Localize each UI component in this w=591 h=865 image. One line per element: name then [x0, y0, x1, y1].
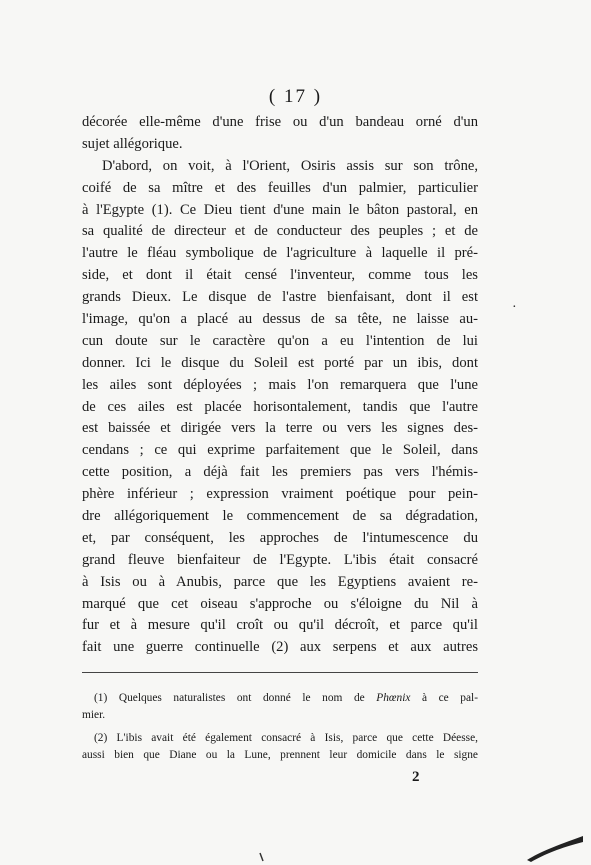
text-line: à l'Egypte (1). Ce Dieu tient d'une main le bâton pastoral, en	[82, 201, 478, 218]
text-line: donner. Ici le disque du Soleil est porté par un ibis, dont	[82, 354, 478, 371]
footnote-2: (2) L'ibis avait été également consacré à Isis, parce que cette Déesse,	[94, 732, 478, 744]
text-line: l'autre le fléau symbolique de l'agriculture à laquelle il pré-	[82, 245, 478, 262]
text-line: cun doute sur le caractère qu'on a eu l'intention de lui	[82, 332, 478, 349]
footnote-1-text-end: à ce pal-	[410, 692, 478, 704]
text-line: cendans ; ce qui exprime parfaitement que le Soleil, dans	[82, 442, 478, 459]
margin-mark: ·	[512, 300, 517, 315]
text-line: grand fleuve bienfaiteur de l'Egypte. L'ibis était consacré	[82, 551, 478, 568]
ink-speck	[258, 852, 266, 862]
text-line: à Isis ou à Anubis, parce que les Egyptiens avaient re-	[82, 573, 478, 590]
text-line: décorée elle-même d'une frise ou d'un bandeau orné d'un	[82, 114, 478, 130]
text-line: grands Dieux. Le disque de l'astre bienfaisant, dont il est	[82, 289, 478, 306]
text-line: de ces ailes est placée horisontalement, tandis que l'autre	[82, 398, 478, 415]
text-line: phère inférieur ; expression vraiment poétique pour pein-	[82, 486, 478, 503]
footnote-2-continuation: aussi bien que Diane ou la Lune, prennent leur domicile dans le signe	[82, 749, 478, 761]
text-line: side, et dont il était censé l'inventeur, comme tous les	[82, 267, 478, 284]
text-line: dre allégoriquement le commencement de sa dégradation,	[82, 508, 478, 525]
footnote-1	[82, 690, 478, 707]
ink-blot	[525, 832, 585, 862]
text-line: D'abord, on voit, à l'Orient, Osiris assis sur son trône,	[102, 157, 478, 174]
text-line: et, par conséquent, les approches de l'intumescence du	[82, 529, 478, 546]
text-line: est baissée et dirigée vers la terre ou vers les signes des-	[82, 420, 478, 437]
footnote-1-continuation: mier.	[82, 709, 106, 721]
footnote-divider	[82, 672, 478, 673]
text-line: les ailes sont déployées ; mais l'on remarquera que l'une	[82, 376, 478, 393]
body-text	[82, 112, 478, 659]
footnote-1-text: (1) Quelques naturalistes ont donné le nom de	[94, 692, 377, 704]
footnotes	[82, 690, 478, 764]
text-line: fur et à mesure qu'il croît ou qu'il décroît, et parce qu'il	[82, 617, 478, 634]
text-line: sa qualité de directeur et de conducteur des peuples ; et de	[82, 223, 478, 240]
text-line: marqué que cet oiseau s'approche ou s'éloigne du Nil à	[82, 595, 478, 612]
text-line: coifé de sa mître et des feuilles d'un palmier, particulier	[82, 179, 478, 196]
footnote-1-italic: Phœnix	[376, 692, 411, 704]
text-line: fait une guerre continuelle (2) aux serpens et aux autres	[82, 639, 478, 656]
text-line: l'image, qu'on a placé au dessus de sa tête, ne laisse au-	[82, 311, 478, 328]
page-number: ( 17 )	[268, 86, 323, 107]
text-line: cette position, a déjà fait les premiers pas vers l'hémis-	[82, 464, 478, 481]
signature-mark: 2	[412, 769, 420, 785]
text-line: sujet allégorique.	[82, 135, 183, 152]
